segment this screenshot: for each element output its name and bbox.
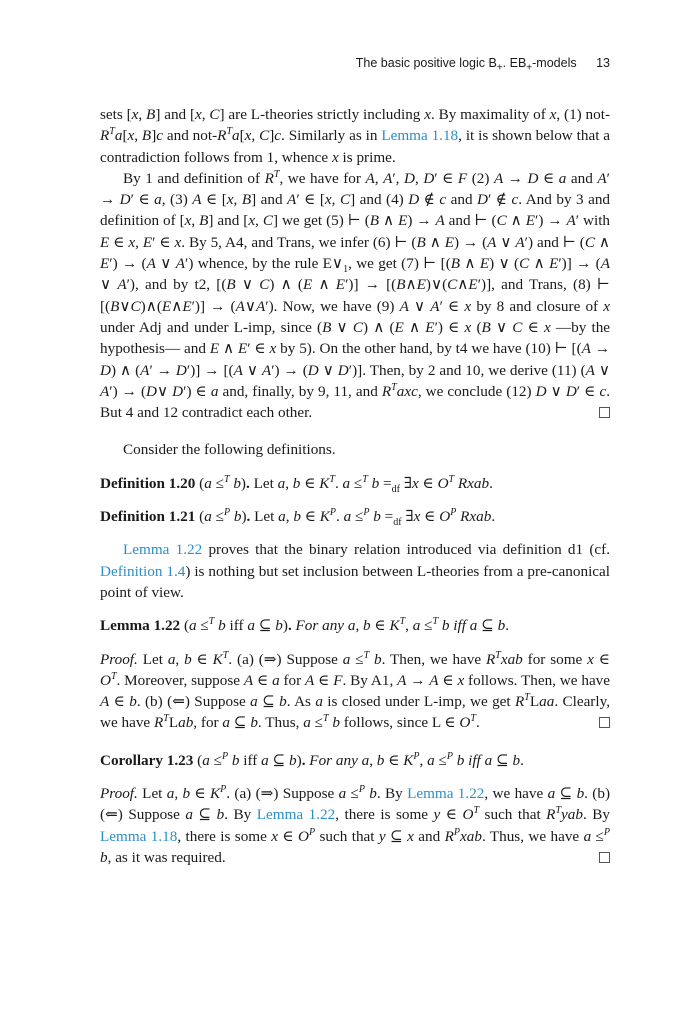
running-header	[100, 56, 610, 76]
corollary-1-23: Corollary 1.23 (a ≤$^P$ b iff a ⊆ b). For any a, b ∈ $K^P$, a ≤$^P$ b iff a ⊆ b.	[100, 750, 524, 769]
proof-label: Proof.	[100, 785, 138, 803]
paragraph-continued: sets [x, B] and [x, C] are L-theories strictly including x. By maximality of x, (1) not-$R^Ta[x$, B]c and not-$R^Ta[x$, C]c. Similarly as in Lemma 1.18, it is shown below that a contradiction follows from 1, whence x is prime.	[100, 106, 611, 166]
qed-square-icon	[599, 717, 610, 728]
link-lemma-1-22[interactable]: Lemma 1.22	[123, 541, 203, 559]
definition-1-20-label: Definition 1.20	[100, 474, 196, 492]
page-number: 13	[596, 56, 610, 70]
qed-square-icon	[599, 852, 610, 863]
paragraph-consider: Consider the following definitions.	[123, 441, 336, 459]
corollary-1-23-label: Corollary 1.23	[100, 751, 194, 769]
link-lemma-1-22[interactable]: Lemma 1.22	[256, 806, 336, 824]
paragraph-lemma-intro: Lemma 1.22 proves that the binary relation introduced via definition d1 (cf. Definition 1.4) is nothing but set inclusion between L-theories from a pre-canonical point of view.	[100, 541, 610, 601]
lemma-1-22-label: Lemma 1.22	[100, 617, 181, 635]
definition-1-21: Definition 1.21 (a ≤$^P$ b). Let a, b ∈ $K^P$. a ≤$^P$ $b =_{df}$ ∃x ∈ $O^P$ Rxab.	[100, 506, 496, 529]
definition-1-21-label: Definition 1.21	[100, 508, 196, 526]
definition-1-20: Definition 1.20 (a ≤$^T$ b). Let a, b ∈ $K^T$. a ≤$^T$ $b =_{df}$ ∃x ∈ $O^T$ Rxab.	[100, 473, 493, 495]
proof-lemma-1-22: Proof. Let a, b ∈ $K^T$. (a) (⇒) Suppose a ≤$^T$ b. Then, we have $R^Txab$ for some x ∈ $O^T$. Moreover, suppose A ∈ a for A ∈ F. By A1, A → A ∈ x follows. Then, we have A ∈ b. (b) (⇐) Suppose a ⊆ b. As a is closed under L-imp, we get $R^TLaa$. Clearly, we have $R^TLab$, for a ⊆ b. Thus, a ≤$^T$ b follows, since L ∈ $O^T$.	[100, 649, 611, 732]
running-title: The basic positive logic $B_+$. $EB_+$-models	[355, 56, 577, 74]
proof-label: Proof.	[100, 650, 138, 668]
link-lemma-1-18[interactable]: Lemma 1.18	[100, 827, 178, 845]
qed-square-icon	[599, 407, 610, 418]
lemma-1-22: Lemma 1.22 (a ≤$^T$ b iff a ⊆ b). For any a, b ∈ $K^T$, a ≤$^T$ b iff a ⊆ b.	[100, 616, 510, 635]
link-lemma-1-18[interactable]: Lemma 1.18	[381, 127, 459, 145]
link-definition-1-4[interactable]: Definition 1.4	[100, 562, 186, 580]
paragraph-proof-body: By 1 and definition of $R^T$, we have for A, A′, D, D′ ∈ F (2) A → D ∈ a and A′ → D′ ∈ a, (3) A ∈ [x, B] and A′ ∈ [x, C] and (4) D ∉ c and D′ ∉ c. And by 3 and definition of [x, B] and [x, C] we get (5) ⊢ (B ∧ E) → A and ⊢ (C ∧ E′) → A′ with E ∈ x, E′ ∈ x. By 5, A4, and Trans, we infer (6) ⊢ (B ∧ E) → (A ∨ A′) and ⊢ (C ∧ E′) → (A ∨ A′) whence, by the rule $E\vee_1$, we get (7) ⊢ [(B ∧ E) ∨ (C ∧ E′)] → (A ∨ A′), and by t2, [(B ∨ C) ∧ (E ∧ E′)] → [(B∧E)∨(C∧E′)], and Trans, (8) ⊢ [(B∨C)∧(E∧E′)] → (A∨A′). Now, we have (9) A ∨ A′ ∈ x by 8 and closure of x under Adj and under L-imp, since (B ∨ C) ∧ (E ∧ E′) ∈ x (B ∨ C ∈ x —by the hypothesis— and E ∧ E′ ∈ x by 5). On the other hand, by t4 we have (10) ⊢ [(A → D) ∧ (A′ → D′)] → [(A ∨ A′) → (D ∨ D′)]. Then, by 2 and 10, we derive (11) (A ∨ A′) → (D∨ D′) ∈ a and, finally, by 9, 11, and $R^Taxc$, we conclude (12) D ∨ D′ ∈ c. But 4 and 12 contradict each other.	[100, 168, 611, 422]
page-body	[100, 104, 610, 868]
link-lemma-1-22[interactable]: Lemma 1.22	[407, 785, 485, 803]
proof-corollary-1-23: Proof. Let a, b ∈ $K^P$. (a) (⇒) Suppose a ≤$^P$ b. By Lemma 1.22, we have a ⊆ b. (b) (⇐) Suppose a ⊆ b. By Lemma 1.22, there is some y ∈ $O^T$ such that $R^Tyab$. By Lemma 1.18, there is some x ∈ $O^P$ such that y ⊆ x and $R^Pxab$. Thus, we have a ≤$^P$ b, as it was required.	[100, 783, 611, 866]
